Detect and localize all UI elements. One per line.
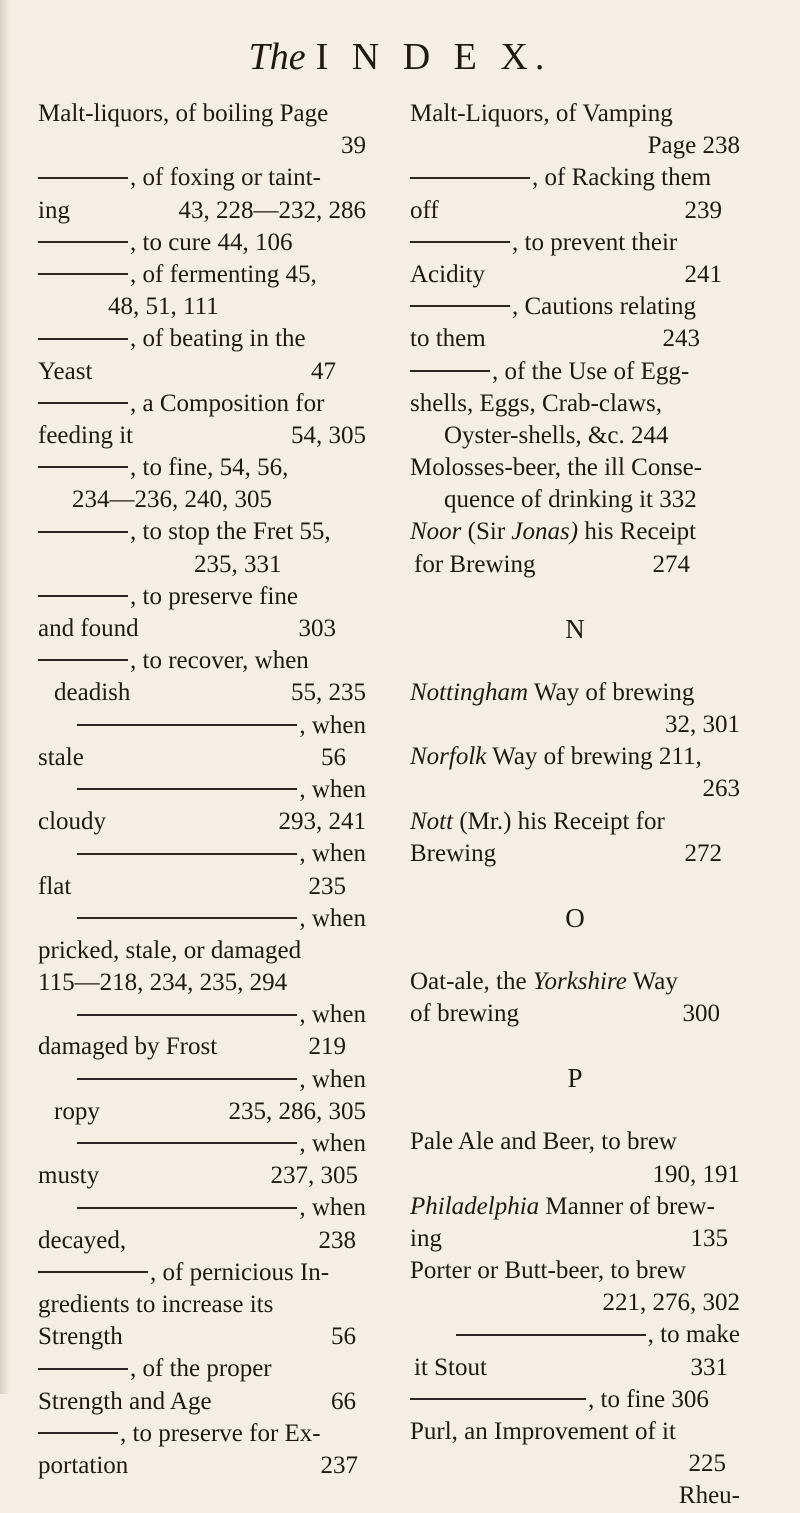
index-line: , when — [38, 838, 366, 870]
ditto-rule — [77, 1078, 297, 1080]
header-prefix: The — [248, 36, 306, 78]
ditto-rule — [38, 1271, 148, 1273]
index-line: , to stop the Fret 55, — [38, 516, 366, 548]
index-line: , to fine, 54, 56, — [38, 452, 366, 484]
page-header — [0, 38, 800, 76]
index-line: , to preserve for Ex- — [38, 1418, 366, 1450]
index-line: musty 237, 305 — [38, 1162, 358, 1190]
index-line: to them 243 — [410, 325, 700, 353]
spacer — [410, 1030, 740, 1058]
index-line: 115—218, 234, 235, 294 — [38, 969, 288, 997]
section-letter-p: P — [567, 1063, 583, 1094]
index-line: , of foxing or taint- — [38, 162, 366, 194]
index-line: , to preserve fine — [38, 581, 366, 613]
index-line: , when — [38, 1128, 366, 1160]
index-line: Nott (Mr.) his Receipt for — [410, 807, 665, 835]
ditto-rule — [410, 370, 490, 372]
ditto-rule — [38, 1432, 118, 1434]
index-line: for Brewing 274 — [414, 550, 690, 578]
ditto-rule — [38, 241, 128, 243]
index-line: Malt-Liquors, of Vamping — [410, 100, 673, 127]
index-line: , when — [38, 1192, 366, 1224]
ditto-rule — [38, 531, 128, 533]
section-letter-n: N — [565, 613, 585, 644]
spacer — [410, 870, 740, 898]
index-line: 263 — [702, 775, 740, 803]
index-line: , Cautions relating — [410, 291, 740, 323]
index-line: 48, 51, 111 — [108, 293, 219, 321]
ditto-rule — [38, 466, 128, 468]
spacer — [410, 938, 740, 966]
left-column — [38, 98, 366, 1482]
index-line: , of Racking them — [410, 162, 740, 194]
index-line: Nottingham Way of brewing — [410, 678, 695, 706]
page-edge — [0, 0, 10, 1394]
index-line: Page 238 — [647, 132, 740, 160]
ditto-rule — [456, 1334, 646, 1336]
index-line: Philadelphia Manner of brew- — [410, 1192, 715, 1220]
index-line: 32, 301 — [665, 711, 740, 738]
index-line: , of pernicious In- — [38, 1257, 366, 1289]
index-line: Noor (Sir Jonas) his Receipt — [410, 518, 697, 546]
ditto-rule — [38, 338, 128, 340]
ditto-rule — [38, 273, 128, 275]
index-line: ing 43, 228—232, 286 — [38, 196, 366, 224]
index-line: 221, 276, 302 — [602, 1289, 740, 1317]
ditto-rule — [77, 724, 297, 726]
index-line: , when — [38, 774, 366, 806]
ditto-rule — [410, 1398, 586, 1400]
index-line: off 239 — [410, 196, 722, 224]
ditto-rule — [410, 241, 510, 243]
index-line: , to cure 44, 106 — [38, 227, 366, 259]
index-line: of brewing 300 — [410, 1000, 720, 1028]
index-line: 235, 331 — [194, 550, 282, 578]
index-line: and found 303 — [38, 615, 336, 642]
header-title: I N D E X. — [315, 36, 552, 78]
index-line: pricked, stale, or damaged — [38, 936, 302, 964]
index-line: , of the proper — [38, 1353, 366, 1385]
ditto-rule — [77, 788, 297, 790]
index-line: Norfolk Way of brewing 211, — [410, 743, 702, 771]
spacer — [410, 581, 740, 609]
ditto-rule — [77, 1142, 297, 1144]
index-line: gredients to increase its — [38, 1290, 274, 1318]
ditto-rule — [77, 1014, 297, 1016]
index-line: , when — [38, 710, 366, 742]
index-line: Oat-ale, the Yorkshire Way — [410, 967, 678, 995]
index-line: 225 — [688, 1450, 726, 1478]
index-line: Strength and Age 66 — [38, 1387, 356, 1415]
index-line: , when — [38, 903, 366, 935]
index-line: Pale Ale and Beer, to brew — [410, 1128, 677, 1156]
index-line: feeding it 54, 305 — [38, 421, 366, 449]
index-line: , to make — [410, 1319, 740, 1351]
index-line: ing 135 — [410, 1224, 728, 1252]
ditto-rule — [38, 402, 128, 404]
index-line: shells, Eggs, Crab-claws, — [410, 389, 663, 417]
index-line: Brewing 272 — [410, 839, 722, 867]
index-line: , of the Use of Egg- — [410, 356, 740, 388]
index-line: 39 — [341, 132, 366, 160]
index-line: 234—236, 240, 305 — [72, 486, 272, 514]
index-line: Strength 56 — [38, 1323, 356, 1351]
right-column — [410, 98, 740, 1513]
index-line: , of fermenting 45, — [38, 259, 366, 291]
index-line: Yeast 47 — [38, 357, 336, 385]
index-line: portation 237 — [38, 1451, 358, 1479]
section-letter-o: O — [565, 902, 585, 933]
index-line: ropy 235, 286, 305 — [54, 1097, 366, 1125]
ditto-rule — [77, 917, 297, 919]
ditto-rule — [38, 595, 128, 597]
ditto-rule — [410, 177, 530, 179]
index-line: deadish 55, 235 — [54, 679, 366, 707]
index-line: flat 235 — [38, 872, 346, 900]
index-line: , of beating in the — [38, 323, 366, 355]
index-line: , to prevent their — [410, 227, 740, 259]
index-line: Purl, an Improvement of it — [410, 1418, 676, 1445]
index-line: cloudy 293, 241 — [38, 808, 366, 836]
index-line: Rheu- — [678, 1482, 740, 1510]
index-line: it Stout 331 — [414, 1353, 728, 1381]
index-line: stale 56 — [38, 743, 346, 771]
spacer — [410, 1098, 740, 1126]
index-line: Malt-liquors, of boiling Page — [38, 100, 329, 127]
index-line: damaged by Frost 219 — [38, 1033, 346, 1061]
index-line: , to recover, when — [38, 645, 366, 677]
index-line: decayed, 238 — [38, 1226, 356, 1254]
index-line: Oyster-shells, &c. 244 — [444, 421, 669, 449]
ditto-rule — [38, 659, 128, 661]
index-line: , to fine 306 — [410, 1384, 740, 1416]
spacer — [410, 649, 740, 677]
ditto-rule — [38, 1368, 128, 1370]
index-line: Porter or Butt-beer, to brew — [410, 1257, 687, 1285]
index-line: Acidity 241 — [410, 260, 722, 288]
index-line: , a Composition for — [38, 388, 366, 420]
index-line: Molosses-beer, the ill Conse- — [410, 454, 703, 482]
ditto-rule — [77, 1207, 297, 1209]
index-line: 190, 191 — [652, 1160, 740, 1188]
ditto-rule — [410, 305, 510, 307]
ditto-rule — [77, 853, 297, 855]
index-line: , when — [38, 999, 366, 1031]
ditto-rule — [38, 177, 128, 179]
index-line: , when — [38, 1064, 366, 1096]
index-line: quence of drinking it 332 — [444, 486, 697, 514]
